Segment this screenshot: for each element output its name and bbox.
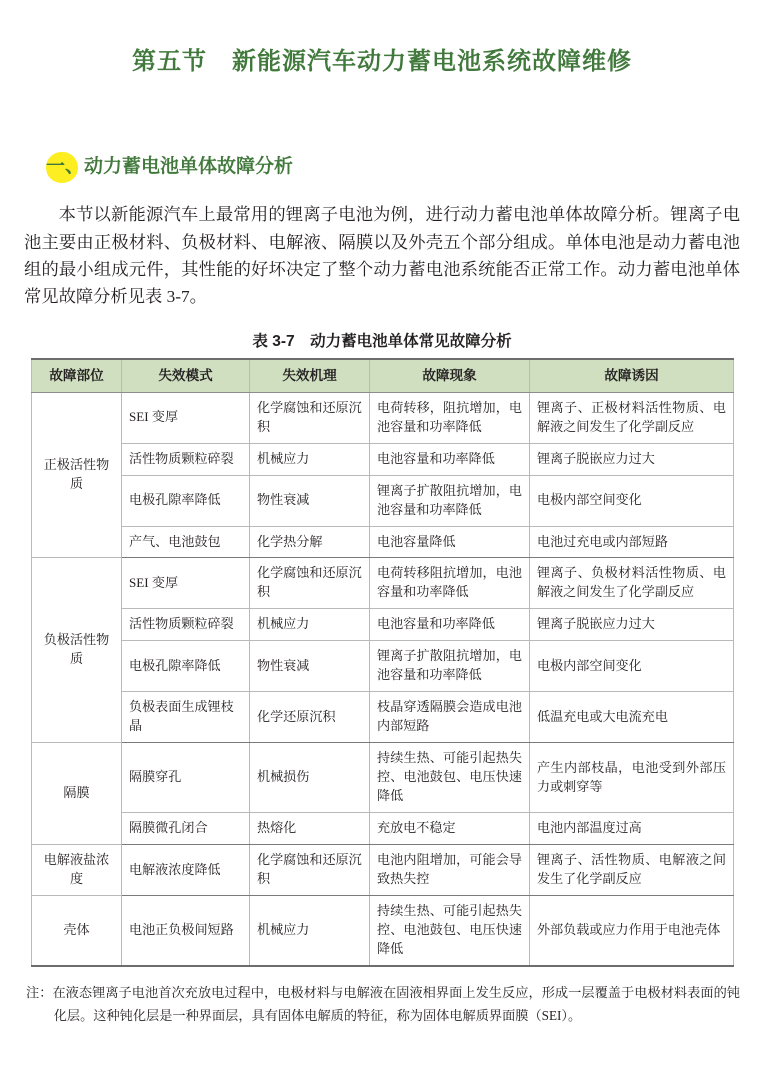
cell-failure-mechanism: 化学热分解 bbox=[250, 526, 370, 558]
cell-failure-mechanism: 机械应力 bbox=[250, 896, 370, 966]
cell-failure-mode: SEI 变厚 bbox=[122, 392, 250, 443]
document-page bbox=[0, 16, 764, 1088]
table-row bbox=[32, 558, 734, 609]
cell-fault-cause: 锂离子、正极材料活性物质、电解液之间发生了化学副反应 bbox=[530, 392, 734, 443]
cell-fault-phenomenon: 电荷转移，阻抗增加，电池容量和功率降低 bbox=[370, 392, 530, 443]
section-heading-label: 动力蓄电池单体故障分析 bbox=[84, 156, 294, 178]
table-header-row bbox=[32, 359, 734, 393]
cell-failure-mode: 电池正负极间短路 bbox=[122, 896, 250, 966]
table-row bbox=[32, 641, 734, 692]
cell-fault-cause: 低温充电或大电流充电 bbox=[530, 692, 734, 743]
cell-failure-mechanism: 化学腐蚀和还原沉积 bbox=[250, 845, 370, 896]
cell-failure-mechanism: 化学还原沉积 bbox=[250, 692, 370, 743]
cell-fault-part: 电解液盐浓度 bbox=[32, 845, 122, 896]
section-heading-number: 一、 bbox=[46, 156, 85, 178]
cell-fault-phenomenon: 持续生热、可能引起热失控、电池鼓包、电压快速降低 bbox=[370, 896, 530, 966]
cell-failure-mode: 负极表面生成锂枝晶 bbox=[122, 692, 250, 743]
cell-fault-phenomenon: 充放电不稳定 bbox=[370, 813, 530, 845]
cell-fault-phenomenon: 枝晶穿透隔膜会造成电池内部短路 bbox=[370, 692, 530, 743]
column-header-phenomenon: 故障现象 bbox=[370, 359, 530, 393]
cell-fault-cause: 电池过充电或内部短路 bbox=[530, 526, 734, 558]
cell-failure-mode: 电解液浓度降低 bbox=[122, 845, 250, 896]
cell-fault-cause: 锂离子、负极材料活性物质、电解液之间发生了化学副反应 bbox=[530, 558, 734, 609]
column-header-cause: 故障诱因 bbox=[530, 359, 734, 393]
column-header-part: 故障部位 bbox=[32, 359, 122, 393]
cell-failure-mechanism: 热熔化 bbox=[250, 813, 370, 845]
cell-fault-cause: 电极内部空间变化 bbox=[530, 641, 734, 692]
cell-failure-mode: 电极孔隙率降低 bbox=[122, 641, 250, 692]
table-row bbox=[32, 692, 734, 743]
table-caption: 表 3-7 动力蓄电池单体常见故障分析 bbox=[252, 332, 512, 350]
table-footnote: 注：在液态锂离子电池首次充放电过程中，电极材料与电解液在固液相界面上发生反应，形成一层覆盖于电极材料表面的钝化层。这种钝化层是一种界面层，具有固体电解质的特征，称为固体电解质界面膜（SEI）。 bbox=[26, 985, 740, 1024]
table-row bbox=[32, 443, 734, 475]
cell-failure-mechanism: 化学腐蚀和还原沉积 bbox=[250, 392, 370, 443]
cell-fault-part: 隔膜 bbox=[32, 743, 122, 845]
table-row bbox=[32, 845, 734, 896]
cell-fault-cause: 电极内部空间变化 bbox=[530, 475, 734, 526]
cell-failure-mode: 活性物质颗粒碎裂 bbox=[122, 609, 250, 641]
column-header-mode: 失效模式 bbox=[122, 359, 250, 393]
cell-fault-phenomenon: 电池容量和功率降低 bbox=[370, 609, 530, 641]
cell-failure-mode: 活性物质颗粒碎裂 bbox=[122, 443, 250, 475]
cell-failure-mode: 隔膜微孔闭合 bbox=[122, 813, 250, 845]
cell-failure-mechanism: 物性衰减 bbox=[250, 475, 370, 526]
cell-fault-phenomenon: 持续生热、可能引起热失控、电池鼓包、电压快速降低 bbox=[370, 743, 530, 813]
table-row bbox=[32, 743, 734, 813]
section-heading bbox=[0, 151, 764, 185]
cell-failure-mode: 产气、电池鼓包 bbox=[122, 526, 250, 558]
cell-fault-cause: 电池内部温度过高 bbox=[530, 813, 734, 845]
cell-fault-phenomenon: 电荷转移阻抗增加，电池容量和功率降低 bbox=[370, 558, 530, 609]
cell-fault-cause: 产生内部枝晶，电池受到外部压力或刺穿等 bbox=[530, 743, 734, 813]
table-row bbox=[32, 813, 734, 845]
cell-fault-cause: 锂离子脱嵌应力过大 bbox=[530, 609, 734, 641]
cell-fault-phenomenon: 电池容量降低 bbox=[370, 526, 530, 558]
cell-fault-phenomenon: 锂离子扩散阻抗增加，电池容量和功率降低 bbox=[370, 475, 530, 526]
table-row bbox=[32, 475, 734, 526]
cell-fault-phenomenon: 锂离子扩散阻抗增加，电池容量和功率降低 bbox=[370, 641, 530, 692]
cell-fault-cause: 锂离子、活性物质、电解液之间发生了化学副反应 bbox=[530, 845, 734, 896]
cell-fault-cause: 锂离子脱嵌应力过大 bbox=[530, 443, 734, 475]
cell-fault-part: 壳体 bbox=[32, 896, 122, 966]
cell-fault-part: 正极活性物质 bbox=[32, 392, 122, 558]
cell-failure-mechanism: 化学腐蚀和还原沉积 bbox=[250, 558, 370, 609]
page-title: 第五节 新能源汽车动力蓄电池系统故障维修 bbox=[132, 48, 632, 76]
table-row bbox=[32, 609, 734, 641]
cell-failure-mechanism: 机械应力 bbox=[250, 443, 370, 475]
cell-failure-mode: 隔膜穿孔 bbox=[122, 743, 250, 813]
cell-failure-mode: 电极孔隙率降低 bbox=[122, 475, 250, 526]
cell-fault-phenomenon: 电池内阻增加，可能会导致热失控 bbox=[370, 845, 530, 896]
fault-table-container bbox=[31, 358, 733, 968]
body-paragraph: 本节以新能源汽车上最常用的锂离子电池为例，进行动力蓄电池单体故障分析。锂离子电池主要由正极材料、负极材料、电解液、隔膜以及外壳五个部分组成。单体电池是动力蓄电池组的最小组成元件，其性能的好坏决定了整个动力蓄电池系统能否正常工作。动力蓄电池单体常见故障分析见表 3-7。 bbox=[24, 205, 740, 307]
column-header-mechanism: 失效机理 bbox=[250, 359, 370, 393]
cell-failure-mode: SEI 变厚 bbox=[122, 558, 250, 609]
cell-failure-mechanism: 机械应力 bbox=[250, 609, 370, 641]
cell-fault-part: 负极活性物质 bbox=[32, 558, 122, 743]
table-row bbox=[32, 526, 734, 558]
cell-fault-phenomenon: 电池容量和功率降低 bbox=[370, 443, 530, 475]
fault-table-body bbox=[32, 392, 734, 966]
table-row bbox=[32, 896, 734, 966]
table-row bbox=[32, 392, 734, 443]
cell-failure-mechanism: 物性衰减 bbox=[250, 641, 370, 692]
cell-failure-mechanism: 机械损伤 bbox=[250, 743, 370, 813]
cell-fault-cause: 外部负载或应力作用于电池壳体 bbox=[530, 896, 734, 966]
fault-analysis-table bbox=[31, 358, 734, 968]
